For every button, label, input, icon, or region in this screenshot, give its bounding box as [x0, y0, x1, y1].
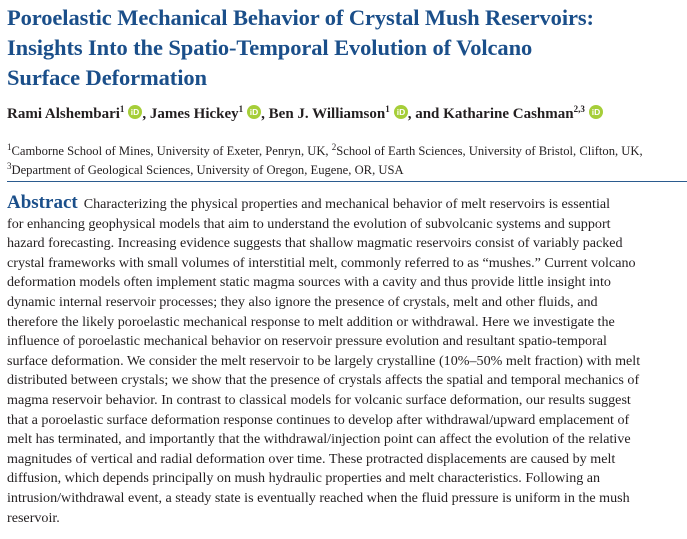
author-separator: , [261, 106, 269, 122]
affiliations [7, 142, 682, 180]
author-separator: , and [407, 106, 444, 122]
affiliation-line [7, 142, 682, 161]
abstract-line: influence of poroelastic mechanical behavior on reservoir pressure evolution and resultant spatio-temporal [7, 333, 607, 350]
affiliation-text: Department of Geological Sciences, University of Oregon, Eugene, OR, USA [11, 163, 404, 177]
author-affiliation-sup: 2,3 [573, 104, 585, 114]
abstract-line: reservoir. [7, 509, 60, 526]
orcid-icon[interactable] [589, 105, 603, 125]
abstract-line: for enhancing geophysical models that aim to understand the evolution of subvolcanic systems and support [7, 215, 611, 232]
title-line: Surface Deformation [7, 65, 207, 90]
title-line: Poroelastic Mechanical Behavior of Crystal Mush Reservoirs: [7, 5, 594, 30]
author-name[interactable]: Ben J. Williamson [268, 106, 386, 122]
abstract-line: hazard forecasting. Increasing evidence suggests that shallow magmatic reservoirs consist of variably packed [7, 235, 623, 252]
author-name[interactable]: Rami Alshembari [7, 106, 120, 122]
abstract-section [7, 193, 683, 528]
author-affiliation-sup: 1 [119, 104, 125, 114]
orcid-icon[interactable] [247, 105, 261, 125]
author-affiliation-sup: 1 [385, 104, 390, 114]
article-page [7, 0, 682, 526]
abstract-line: therefore the likely poroelastic mechanical response to melt addition or withdrawal. Here we investigate the [7, 313, 615, 330]
author-name[interactable]: James Hickey [149, 106, 239, 122]
abstract-line: magnitudes of vertical and radial deformation over time. These protracted displacements are caused by melt [7, 450, 616, 467]
abstract-line: diffusion, which depends principally on mush hydraulic properties and melt characteristics. Following an [7, 470, 601, 487]
svg-text:iD: iD [396, 107, 405, 118]
abstract-line: surface deformation. We consider the melt reservoir to be largely crystalline (10%–50% melt fraction) with melt [7, 352, 641, 369]
author-separator: , [142, 106, 150, 122]
svg-text:iD: iD [591, 107, 601, 118]
abstract-line: crystal frameworks with small volumes of interstitial melt, commonly referred to as “mushes.” Current volcano [7, 254, 636, 271]
affiliation-sup: 1 [7, 141, 12, 152]
author-affiliation-sup: 1 [238, 104, 244, 114]
abstract-line: intrusion/withdrawal event, a steady state is eventually reached when the fluid pressure is uniform in the mush [7, 489, 630, 506]
orcid-icon[interactable] [394, 105, 408, 125]
article-title [7, 3, 682, 93]
svg-text:iD: iD [131, 107, 140, 118]
abstract-line: dynamic internal reservoir processes; they also ignore the presence of crystals, melt and other fluids, and [7, 293, 598, 310]
affiliation-sup: 3 [7, 160, 12, 171]
orcid-icon[interactable] [128, 105, 142, 125]
affiliation-text: School of Earth Sciences, University of Bristol, Clifton, UK, [336, 144, 643, 158]
abstract-line [7, 193, 683, 215]
affiliation-line [7, 161, 682, 180]
abstract-text: Characterizing the physical properties and mechanical behavior of melt reservoirs is essential [83, 196, 611, 212]
section-divider [7, 181, 687, 182]
abstract-line: melt has terminated, and importantly that the withdrawal/injection point can affect the evolution of the relative [7, 431, 631, 448]
abstract-heading: Abstract [7, 192, 78, 213]
abstract-line: deformation models often implement static magma sources with a cavity and thus provide little insight into [7, 274, 611, 291]
abstract-line: magma reservoir behavior. In contrast to classical models for volcanic surface deformation, our results suggest [7, 391, 631, 408]
author-list [7, 104, 682, 125]
svg-text:iD: iD [249, 107, 259, 118]
affiliation-text: Camborne School of Mines, University of Exeter, Penryn, UK, [11, 144, 332, 158]
abstract-line: distributed between crystals; we show that the presence of crystals affects the spatial and temporal mechanics of [7, 372, 640, 389]
affiliation-sup: 2 [331, 141, 337, 152]
abstract-line: that a poroelastic surface deformation response continues to develop after withdrawal/upward emplacement of [7, 411, 630, 428]
author-name[interactable]: Katharine Cashman [443, 106, 574, 122]
title-line: Insights Into the Spatio-Temporal Evolution of Volcano [7, 35, 533, 60]
